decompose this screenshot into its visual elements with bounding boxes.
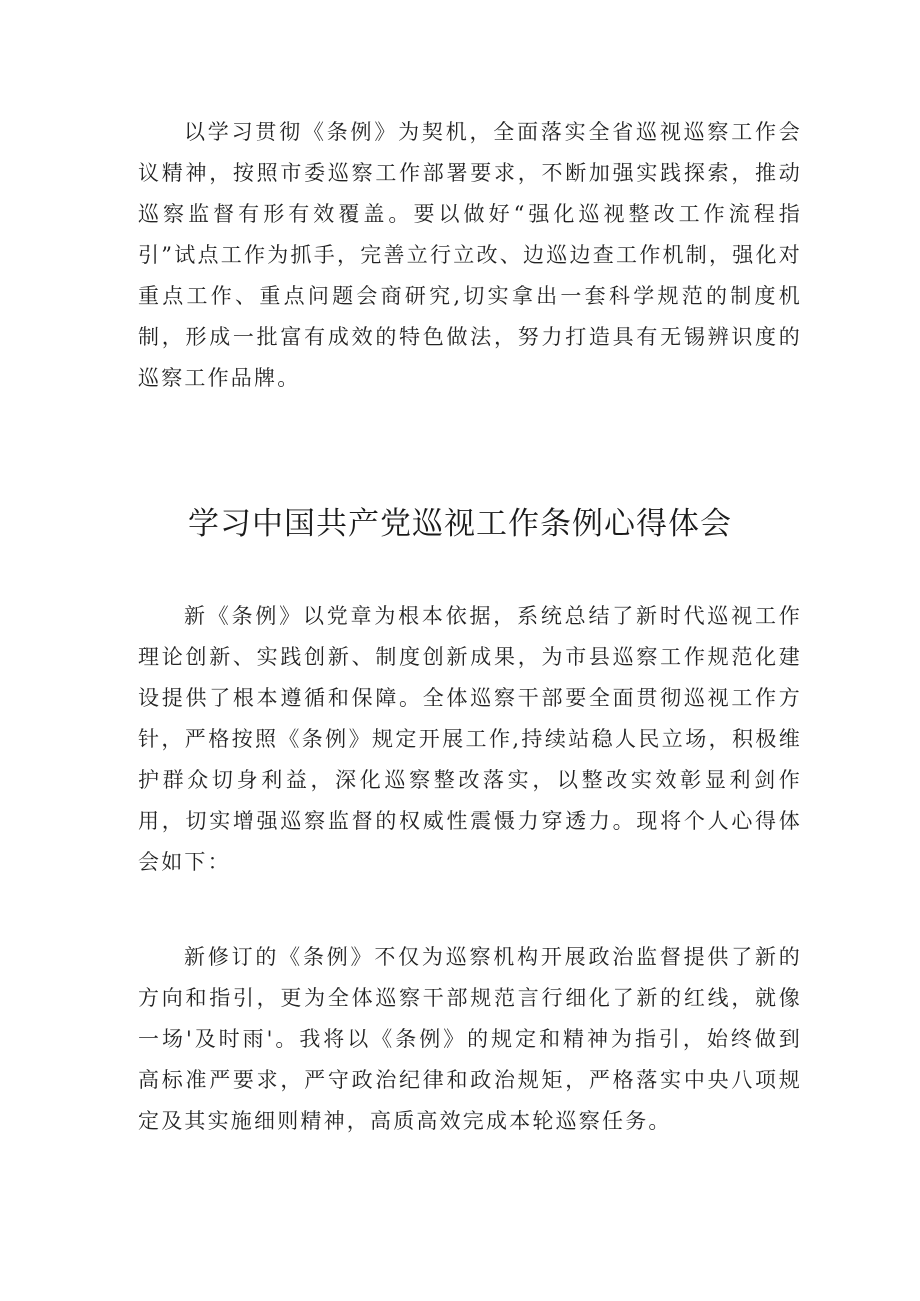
intro-paragraph: 以学习贯彻《条例》为契机，全面落实全省巡视巡察工作会议精神，按照市委巡察工作部署要求，不断加强实践探索，推动巡察监督有形有效覆盖。要以做好“强化巡视整改工作流程指引”试点工作为抓手，完善立行立改、边巡边查工作机制，强化对重点工作、重点问题会商研究,切实拿出一套科学规范的制度机制，形成一批富有成效的特色做法，努力打造具有无锡辨识度的巡察工作品牌。	[138, 120, 802, 390]
body-paragraph-2: 新修订的《条例》不仅为巡察机构开展政治监督提供了新的方向和指引，更为全体巡察干部规范言行细化了新的红线，就像一场'及时雨'。我将以《条例》的规定和精神为指引，始终做到高标准严要求，严守政治纪律和政治规矩，严格落实中央八项规定及其实施细则精神，高质高效完成本轮巡察任务。	[138, 945, 802, 1133]
document-heading: 学习中国共产党巡视工作条例心得体会	[188, 506, 732, 542]
body-paragraph-1: 新《条例》以党章为根本依据，系统总结了新时代巡视工作理论创新、实践创新、制度创新成果，为市县巡察工作规范化建设提供了根本遵循和保障。全体巡察干部要全面贯彻巡视工作方针，严格按照《条例》规定开展工作,持续站稳人民立场，积极维护群众切身利益，深化巡察整改落实，以整改实效彰显利剑作用，切实增强巡察监督的权威性震慑力穿透力。现将个人心得体会如下：	[138, 604, 802, 874]
